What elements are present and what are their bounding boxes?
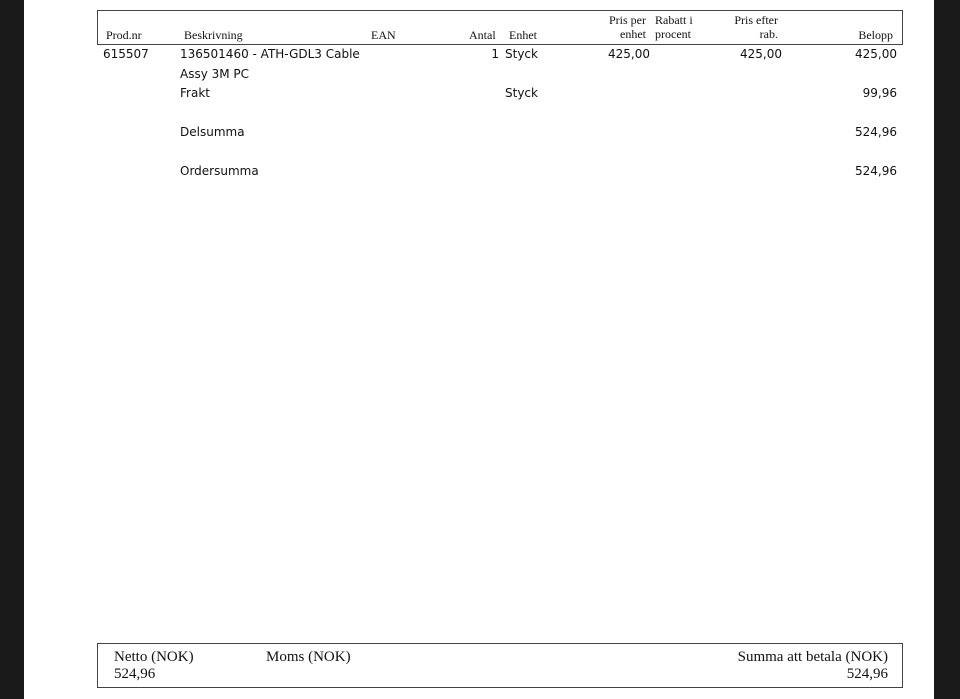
netto-label: Netto (NOK): [114, 649, 194, 665]
row-prod-nr: 615507: [103, 47, 149, 61]
delsumma-value: 524,96: [855, 125, 897, 139]
netto-value: 524,96: [114, 666, 156, 682]
header-rabatt-line1: Rabatt i: [655, 13, 693, 27]
row-antal: 1: [491, 47, 499, 61]
delsumma-label: Delsumma: [180, 125, 245, 139]
row-enhet: Styck: [505, 86, 538, 100]
ordersumma-value: 524,96: [855, 164, 897, 178]
header-ean: EAN: [371, 28, 396, 42]
header-beskrivning: Beskrivning: [184, 28, 243, 42]
header-pris-efter-rab-line1: Pris efter: [734, 13, 778, 27]
header-enhet: Enhet: [509, 28, 537, 42]
row-belopp: 425,00: [855, 47, 897, 61]
ordersumma-label: Ordersumma: [180, 164, 259, 178]
header-pris-per-enhet-line1: Pris per: [609, 13, 646, 27]
row-pris-per-enhet: 425,00: [608, 47, 650, 61]
header-rabatt-line2: procent: [655, 27, 691, 41]
summa-label: Summa att betala (NOK): [737, 649, 888, 665]
row-pris-efter-rab: 425,00: [740, 47, 782, 61]
summa-value: 524,96: [846, 666, 888, 682]
row-beskrivning: Frakt: [180, 86, 210, 100]
totals-footer: [97, 643, 903, 688]
moms-label: Moms (NOK): [266, 649, 351, 665]
header-pris-efter-rab-line2: rab.: [759, 27, 778, 41]
row-enhet: Styck: [505, 47, 538, 61]
row-beskrivning-line2: Assy 3M PC: [180, 67, 250, 81]
header-prod-nr: Prod.nr: [106, 28, 142, 42]
row-beskrivning-line1: 136501460 - ATH-GDL3 Cable: [180, 47, 360, 61]
header-belopp: Belopp: [858, 28, 893, 42]
row-belopp: 99,96: [862, 86, 897, 100]
header-antal: Antal: [469, 28, 496, 42]
header-pris-per-enhet-line2: enhet: [620, 27, 646, 41]
table-header: [97, 10, 903, 45]
document-page: [24, 0, 934, 699]
